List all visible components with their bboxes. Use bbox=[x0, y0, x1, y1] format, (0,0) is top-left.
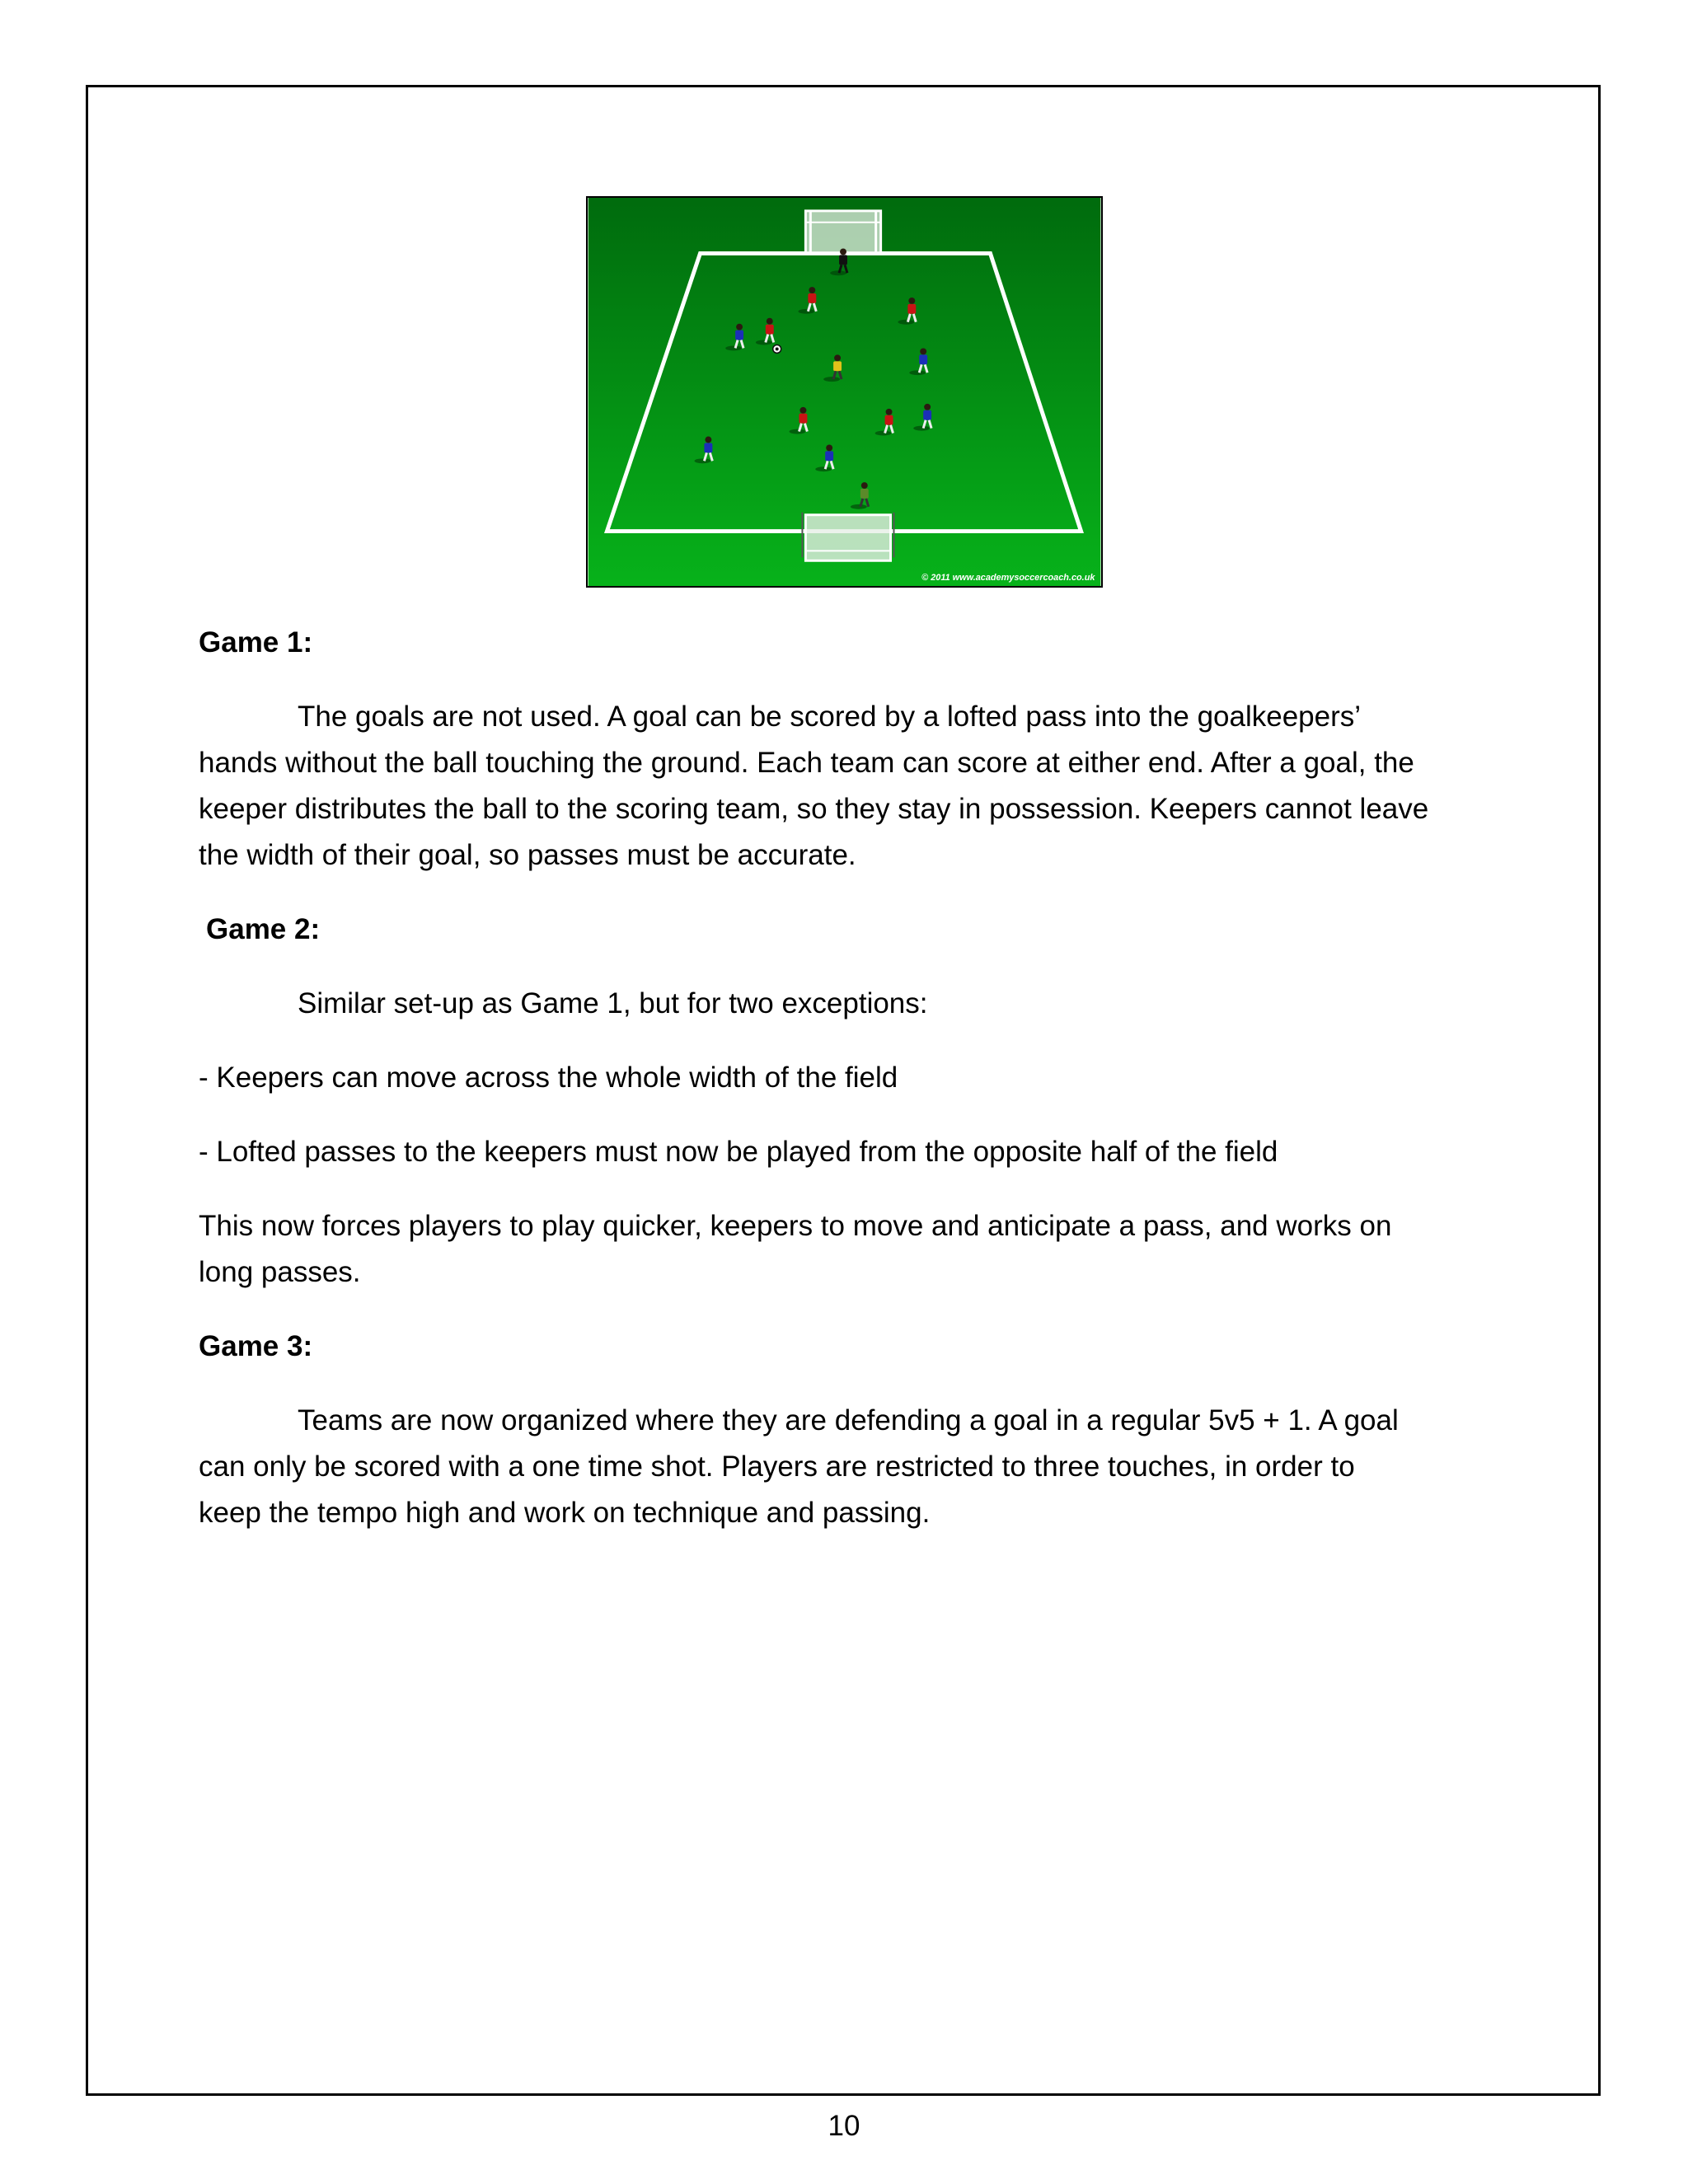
game1-heading: Game 1: bbox=[199, 626, 313, 658]
game2-bullet: - Lofted passes to the keepers must now be played from the opposite half of the field bbox=[199, 1136, 1278, 1168]
game3-line: Teams are now organized where they are defending a goal in a regular 5v5 + 1. A goal bbox=[298, 1404, 1399, 1436]
top-goal bbox=[805, 211, 880, 254]
game1-line: hands without the ball touching the ground. Each team can score at either end. After a goal, the bbox=[199, 747, 1414, 779]
game3-heading: Game 3: bbox=[199, 1330, 313, 1362]
game2-outro-line: long passes. bbox=[199, 1256, 361, 1288]
game1-line: keeper distributes the ball to the scoring team, so they stay in possession. Keepers cannot leave bbox=[199, 793, 1429, 825]
game3-line: can only be scored with a one time shot. Players are restricted to three touches, in order to bbox=[199, 1451, 1355, 1483]
game2-intro: Similar set-up as Game 1, but for two exceptions: bbox=[298, 987, 928, 1019]
game1-line: the width of their goal, so passes must be accurate. bbox=[199, 839, 856, 871]
game1-line: The goals are not used. A goal can be scored by a lofted pass into the goalkeepers’ bbox=[298, 701, 1362, 733]
soccer-field-diagram bbox=[586, 196, 1103, 588]
bottom-goal bbox=[802, 513, 893, 561]
page-number: 10 bbox=[828, 2110, 860, 2142]
game2-outro-line: This now forces players to play quicker, keepers to move and anticipate a pass, and works on bbox=[199, 1210, 1392, 1242]
game2-heading: Game 2: bbox=[206, 913, 321, 945]
game2-bullet: - Keepers can move across the whole width of the field bbox=[199, 1062, 898, 1094]
diagram-watermark: © 2011 www.academysoccercoach.co.uk bbox=[921, 573, 1095, 583]
game3-line: keep the tempo high and work on technique and passing. bbox=[199, 1497, 931, 1529]
field-illustration bbox=[588, 198, 1101, 586]
ball-icon bbox=[773, 344, 781, 353]
